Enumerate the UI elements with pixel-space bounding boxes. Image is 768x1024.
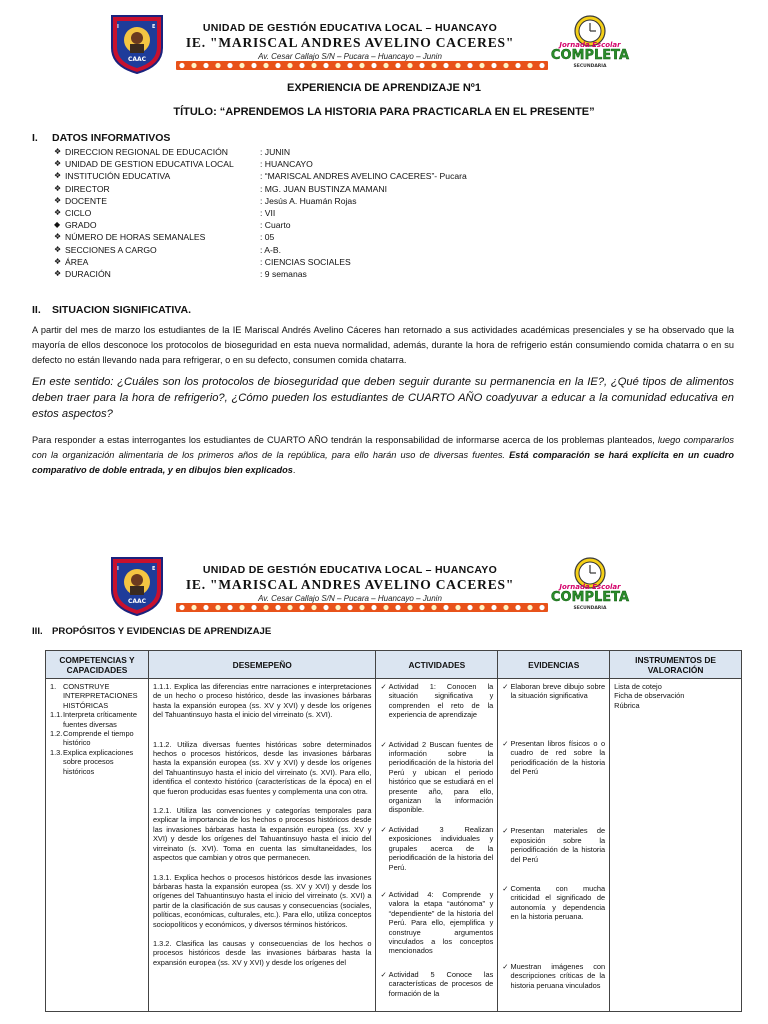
svg-text:E: E bbox=[152, 566, 156, 572]
check-icon: ✓ bbox=[502, 826, 509, 836]
check-icon: ✓ bbox=[502, 961, 509, 971]
info-label: DIRECCION REGIONAL DE EDUCACIÓN bbox=[65, 147, 228, 157]
decorative-dot bbox=[431, 605, 436, 610]
decorative-dot bbox=[263, 605, 268, 610]
check-icon: ✓ bbox=[380, 824, 387, 834]
logo-text: COMPLETA bbox=[550, 590, 630, 605]
info-row bbox=[54, 231, 574, 243]
info-label: CICLO bbox=[65, 208, 92, 219]
decorative-dot bbox=[323, 63, 328, 68]
decorative-dot bbox=[491, 605, 496, 610]
competencia-text: Explica explicaciones sobre procesos históricos bbox=[63, 747, 134, 776]
info-label: DURACIÓN bbox=[65, 269, 111, 280]
decorative-dot bbox=[215, 63, 220, 68]
decorative-dot bbox=[395, 605, 400, 610]
bullet-icon: ❖ bbox=[54, 256, 62, 266]
decorative-dot bbox=[467, 63, 472, 68]
bullet-icon: ❖ bbox=[54, 171, 62, 181]
evidencia-text: Muestran imágenes con descripciones críticas de la historia peruana vinculados bbox=[510, 961, 606, 990]
competencia-number: 1. bbox=[50, 682, 57, 691]
decorative-dot bbox=[275, 605, 280, 610]
decorative-dot bbox=[527, 63, 532, 68]
col-desempeno: DESEMEPEÑO bbox=[148, 651, 376, 679]
section-heading-propositos bbox=[32, 626, 271, 637]
actividad-item bbox=[380, 740, 493, 815]
decorative-dot bbox=[299, 63, 304, 68]
section-number: II. bbox=[32, 304, 41, 316]
actividades-cell bbox=[376, 679, 498, 1012]
logo-text: COMPLETA bbox=[550, 48, 630, 63]
decorative-dot bbox=[191, 63, 196, 68]
decorative-dot bbox=[479, 63, 484, 68]
info-value: : Jesús A. Huamán Rojas bbox=[260, 195, 357, 206]
instrumento-item: Ficha de observación bbox=[614, 691, 685, 701]
check-icon: ✓ bbox=[380, 889, 387, 899]
section-title: DATOS INFORMATIVOS bbox=[52, 132, 171, 144]
response-italic: luego compararlos con la organización alimentaria de los primeros años de la república, para ello harán uso de diversas fuentes. bbox=[32, 435, 734, 460]
decorative-dot bbox=[275, 63, 280, 68]
info-value: : 9 semanas bbox=[260, 269, 307, 280]
decorative-dot-bar bbox=[176, 61, 548, 70]
competencia-item bbox=[50, 748, 144, 776]
decorative-dot bbox=[311, 605, 316, 610]
competencia-item bbox=[50, 729, 144, 748]
info-list bbox=[54, 146, 574, 280]
decorative-dot bbox=[299, 605, 304, 610]
section-number: III. bbox=[32, 626, 43, 637]
jornada-completa-logo bbox=[536, 14, 644, 70]
letterhead-text bbox=[180, 22, 520, 61]
decorative-dot bbox=[335, 605, 340, 610]
info-row bbox=[54, 244, 574, 256]
actividad-text: Actividad 4: Comprende y valora la etapa “autónoma” y “dependiente” de la historia del Perú. Para ello, ejemplifica y construye argumentos vinculados a los conceptos mencionados bbox=[388, 889, 494, 956]
check-icon: ✓ bbox=[380, 969, 387, 979]
info-label: GRADO bbox=[65, 220, 97, 231]
logo-top-text: Jornada Escolar bbox=[559, 583, 621, 591]
experiencia-title: EXPERIENCIA DE APRENDIZAJE Nº1 bbox=[287, 82, 481, 94]
letterhead bbox=[0, 14, 768, 84]
competencia-item bbox=[50, 682, 144, 710]
decorative-dot bbox=[395, 63, 400, 68]
document-title: TÍTULO: “APRENDEMOS LA HISTORIA PARA PRACTICARLA EN EL PRESENTE” bbox=[173, 106, 595, 118]
desempeno-item: 1.3.2. Clasifica las causas y consecuencias de los hechos o procesos históricos desde las invasiones bárbaras hasta la expansión europea (ss. XV y XVI) y desde los orígenes del bbox=[152, 938, 372, 967]
col-evidencias: EVIDENCIAS bbox=[498, 651, 610, 679]
evidencia-item bbox=[502, 826, 605, 864]
decorative-dot bbox=[179, 63, 184, 68]
decorative-dot bbox=[335, 63, 340, 68]
svg-text:I: I bbox=[117, 566, 119, 572]
competencia-number: 1.2. bbox=[50, 729, 63, 739]
bullet-icon: ❖ bbox=[54, 159, 62, 169]
bullet-icon: ❖ bbox=[54, 195, 62, 205]
decorative-dot bbox=[359, 63, 364, 68]
desempeno-item: 1.1.2. Utiliza diversas fuentes históricas sobre determinados hechos o procesos históricos, desde las invasiones bárbaras hasta la expansión europea (ss. XV y XVI) y desde los orígenes del Tahuantinsuyo hasta el inicio del virreinato (s. XVI). Para ello, identifica el contexto histórico (características de la época) en el que fueron producidas esas fuentes y complementa una con otra. bbox=[152, 739, 372, 796]
info-value: : HUANCAYO bbox=[260, 159, 313, 170]
info-row bbox=[54, 207, 574, 219]
check-icon: ✓ bbox=[380, 682, 387, 691]
school-name: IE. "MARISCAL ANDRES AVELINO CACERES" bbox=[185, 577, 515, 592]
bullet-icon: ❖ bbox=[54, 269, 62, 279]
decorative-dot bbox=[383, 605, 388, 610]
info-row bbox=[54, 268, 574, 280]
decorative-dot-bar bbox=[176, 603, 548, 612]
info-label: SECCIONES A CARGO bbox=[65, 244, 157, 255]
decorative-dot bbox=[251, 605, 256, 610]
response-bold-italic: Está comparación se hará explícita en un cuadro comparativo de doble entrada, y en dibujos bien explicados bbox=[32, 450, 734, 475]
section-title: SITUACION SIGNIFICATIVA. bbox=[52, 304, 192, 316]
col-competencias: COMPETENCIAS Y CAPACIDADES bbox=[46, 651, 149, 679]
logo-top-text: Jornada Escolar bbox=[559, 41, 621, 49]
decorative-dot bbox=[503, 605, 508, 610]
decorative-dot bbox=[455, 63, 460, 68]
evidencia-item bbox=[502, 962, 605, 990]
decorative-dot bbox=[383, 63, 388, 68]
info-value: : VII bbox=[260, 208, 276, 219]
desempeno-item: 1.3.1. Explica hechos o procesos históricos desde las invasiones bárbaras hasta la expansión europea (ss. XV y XVI) y desde los orígenes del Tahuantinsuyo hasta el inicio del virreinato (s. XVI) a partir de la clasificación de sus causas y consecuencias (sociales, políticas, económicas, culturales, etc.). Para ello, utiliza conceptos sociopolíticos y económicos, y diversos términos históricos. bbox=[152, 872, 372, 929]
desempeno-item: 1.1.1. Explica las diferencias entre narraciones e interpretaciones de un hecho o proceso histórico, desde las invasiones bárbaras hasta la expansión europea (ss. XV y XVI) y desde los orígenes del Tahuantinsuyo hasta el inicio del virreinato (s. XVI). bbox=[152, 682, 372, 720]
bullet-icon: ❖ bbox=[54, 208, 62, 218]
evidencia-text: Comenta con mucha criticidad el significado de autonomía y dependencia en la historia peruana. bbox=[510, 884, 606, 922]
bullet-icon: ❖ bbox=[54, 244, 62, 254]
response-end: . bbox=[292, 465, 296, 475]
competencia-text: Comprende el tiempo histórico bbox=[63, 729, 134, 748]
decorative-dot bbox=[191, 605, 196, 610]
decorative-dot bbox=[359, 605, 364, 610]
jornada-completa-logo bbox=[536, 556, 644, 612]
decorative-dot bbox=[215, 605, 220, 610]
actividad-text: Actividad 2 Buscan fuentes de información sobre la periodificación de la historia del Perú y ubican el periodo histórico que se estudiará en el presente año, para ello, organizan la información disponible. bbox=[388, 739, 494, 815]
decorative-dot bbox=[491, 63, 496, 68]
desempeno-cell bbox=[148, 679, 376, 1012]
actividad-item bbox=[380, 825, 493, 872]
svg-text:E: E bbox=[152, 24, 156, 30]
info-label: INSTITUCIÓN EDUCATIVA bbox=[65, 171, 171, 182]
decorative-dot bbox=[203, 605, 208, 610]
info-value: : 05 bbox=[260, 232, 275, 243]
svg-text:I: I bbox=[117, 24, 119, 30]
table-row bbox=[46, 679, 742, 1012]
evidencia-text: Presentan libros físicos o o cuadro de red sobre la periodificación de la historia del Perú bbox=[510, 738, 606, 777]
bullet-icon: ❖ bbox=[54, 232, 62, 242]
info-value: : Cuarto bbox=[260, 220, 291, 231]
instrumentos-cell bbox=[610, 679, 742, 1012]
actividad-text: Actividad 1: Conocen la situación significativa y comprenden el reto de la experiencia de aprendizaje bbox=[388, 682, 494, 720]
decorative-dot bbox=[179, 605, 184, 610]
info-label: UNIDAD DE GESTION EDUCATIVA LOCAL bbox=[65, 159, 234, 170]
situacion-paragraph: A partir del mes de marzo los estudiantes de la IE Mariscal Andrés Avelino Cáceres han retornado a sus actividades académicas presenciales y se ha observado que la mayoría de ellos desconoce los protocolos de bioseguridad en esta nueva normalidad, además, durante la hora de refrigerio están consumiendo comida chatarra o en su defecto no están llevando nada para refrigerar, o en su defecto, consumen comida chatarra. bbox=[32, 325, 734, 365]
situacion-questions: En este sentido: ¿Cuáles son los protocolos de bioseguridad que deben seguir durante su permanencia en la IE?, ¿Qué tipos de alimentos deben traer para la hora de refrigerio?, ¿Cómo pueden los estudiantes de CUARTO AÑO coadyuvar a educar a la comunidad educativa en estos aspectos? bbox=[32, 376, 734, 420]
school-shield-logo bbox=[108, 14, 166, 74]
competencias-cell bbox=[46, 679, 149, 1012]
decorative-dot bbox=[527, 605, 532, 610]
bullet-icon: ◆ bbox=[54, 220, 61, 230]
decorative-dot bbox=[419, 63, 424, 68]
info-value: : JUNIN bbox=[260, 147, 291, 157]
ugel-title: UNIDAD DE GESTIÓN EDUCATIVA LOCAL – HUANCAYO bbox=[202, 564, 498, 576]
bullet-icon: ❖ bbox=[54, 183, 62, 193]
evidencias-cell bbox=[498, 679, 610, 1012]
evidencia-item bbox=[502, 739, 605, 777]
info-row bbox=[54, 195, 574, 207]
competencia-number: 1.3. bbox=[50, 747, 63, 757]
decorative-dot bbox=[347, 63, 352, 68]
decorative-dot bbox=[287, 63, 292, 68]
decorative-dot bbox=[407, 63, 412, 68]
table-header-row bbox=[46, 651, 742, 679]
decorative-dot bbox=[455, 605, 460, 610]
decorative-dot bbox=[407, 605, 412, 610]
info-value: : MG. JUAN BUSTINZA MAMANI bbox=[260, 183, 388, 194]
info-row bbox=[54, 256, 574, 268]
decorative-dot bbox=[203, 63, 208, 68]
decorative-dot bbox=[443, 63, 448, 68]
decorative-dot bbox=[443, 605, 448, 610]
decorative-dot bbox=[227, 63, 232, 68]
evidencia-text: Elaboran breve dibujo sobre la situación significativa bbox=[510, 682, 606, 701]
info-row bbox=[54, 219, 574, 231]
instrumento-item: Rúbrica bbox=[614, 700, 640, 710]
propositos-table bbox=[45, 650, 742, 1012]
info-value: : A-B. bbox=[260, 244, 282, 255]
col-instrumentos: INSTRUMENTOS DE VALORACIÓN bbox=[610, 651, 742, 679]
decorative-dot bbox=[467, 605, 472, 610]
info-label: NÚMERO DE HORAS SEMANALES bbox=[65, 232, 206, 243]
check-icon: ✓ bbox=[502, 682, 509, 691]
decorative-dot bbox=[239, 63, 244, 68]
desempeno-item: 1.2.1. Utiliza las convenciones y categorías temporales para explicar la importancia de los hechos o procesos históricos desde las invasiones bárbaras hasta la expansión europea (ss. XV y XVI) y desde los orígenes del Tahuantinsuyo hasta el inicio del virreinato (s. XVI). Toma en cuenta las simultaneidades, los aspectos que cambian y otros que permanecen. bbox=[152, 806, 372, 863]
actividad-text: Actividad 5 Conoce las características de procesos de formación de la bbox=[388, 969, 494, 998]
info-row bbox=[54, 146, 574, 158]
info-label: ÁREA bbox=[65, 256, 89, 267]
decorative-dot bbox=[515, 63, 520, 68]
logo-sub-text: SECUNDARIA bbox=[573, 606, 607, 611]
check-icon: ✓ bbox=[502, 884, 509, 894]
decorative-dot bbox=[371, 63, 376, 68]
ugel-title: UNIDAD DE GESTIÓN EDUCATIVA LOCAL – HUANCAYO bbox=[202, 22, 498, 34]
letterhead bbox=[0, 556, 768, 626]
decorative-dot bbox=[479, 605, 484, 610]
section-number: I. bbox=[32, 132, 38, 144]
section-heading-situacion bbox=[32, 304, 191, 316]
actividad-text: Actividad 3 Realizan exposiciones individuales y grupales acerca de la periodificación de la historia del Perú. bbox=[388, 824, 494, 872]
evidencia-item bbox=[502, 682, 605, 701]
decorative-dot bbox=[431, 63, 436, 68]
check-icon: ✓ bbox=[502, 738, 509, 748]
decorative-dot bbox=[323, 605, 328, 610]
shield-text: CAAC bbox=[127, 598, 147, 605]
response-text: Para responder a estas interrogantes los estudiantes de CUARTO AÑO tendrán la responsabilidad de informarse acerca de los problemas planteados, bbox=[32, 435, 658, 445]
decorative-dot bbox=[311, 63, 316, 68]
school-name: IE. "MARISCAL ANDRES AVELINO CACERES" bbox=[185, 35, 515, 50]
check-icon: ✓ bbox=[380, 739, 387, 749]
competencia-text: Interpreta críticamente fuentes diversas bbox=[63, 710, 137, 729]
decorative-dot bbox=[347, 605, 352, 610]
decorative-dot bbox=[287, 605, 292, 610]
decorative-dot bbox=[251, 63, 256, 68]
bullet-icon: ❖ bbox=[54, 147, 62, 156]
info-row bbox=[54, 170, 574, 182]
competencia-number: 1.1. bbox=[50, 710, 63, 720]
col-actividades: ACTIVIDADES bbox=[376, 651, 498, 679]
logo-sub-text: SECUNDARIA bbox=[573, 64, 607, 69]
info-label: DOCENTE bbox=[65, 195, 108, 206]
school-shield-logo bbox=[108, 556, 166, 616]
info-row bbox=[54, 158, 574, 170]
competencia-text: CONSTRUYE INTERPRETACIONES HISTÓRICAS bbox=[63, 682, 138, 710]
decorative-dot bbox=[227, 605, 232, 610]
decorative-dot bbox=[419, 605, 424, 610]
school-address: Av. Cesar Callajo S/N – Pucara – Huancayo – Junin bbox=[258, 52, 442, 61]
actividad-item bbox=[380, 970, 493, 998]
actividad-item bbox=[380, 682, 493, 720]
decorative-dot bbox=[371, 605, 376, 610]
actividad-item bbox=[380, 890, 493, 956]
school-address: Av. Cesar Callajo S/N – Pucara – Huancayo – Junin bbox=[258, 594, 442, 603]
evidencia-text: Presentan materiales de exposición sobre la periodificación de la historia del Perú bbox=[510, 826, 606, 864]
info-row bbox=[54, 183, 574, 195]
shield-text: CAAC bbox=[127, 56, 147, 63]
info-value: : “MARISCAL ANDRES AVELINO CACERES”- Pucara bbox=[260, 171, 467, 182]
decorative-dot bbox=[263, 63, 268, 68]
letterhead-text bbox=[180, 564, 520, 603]
situacion-response bbox=[32, 433, 734, 478]
decorative-dot bbox=[503, 63, 508, 68]
evidencia-item bbox=[502, 884, 605, 922]
instrumento-item: Lista de cotejo bbox=[614, 682, 662, 691]
decorative-dot bbox=[515, 605, 520, 610]
info-value: : CIENCIAS SOCIALES bbox=[260, 256, 351, 267]
competencia-item bbox=[50, 710, 144, 729]
section-title: PROPÓSITOS Y EVIDENCIAS DE APRENDIZAJE bbox=[52, 626, 272, 637]
section-heading-datos bbox=[32, 132, 170, 144]
info-label: DIRECTOR bbox=[65, 183, 110, 194]
decorative-dot bbox=[239, 605, 244, 610]
